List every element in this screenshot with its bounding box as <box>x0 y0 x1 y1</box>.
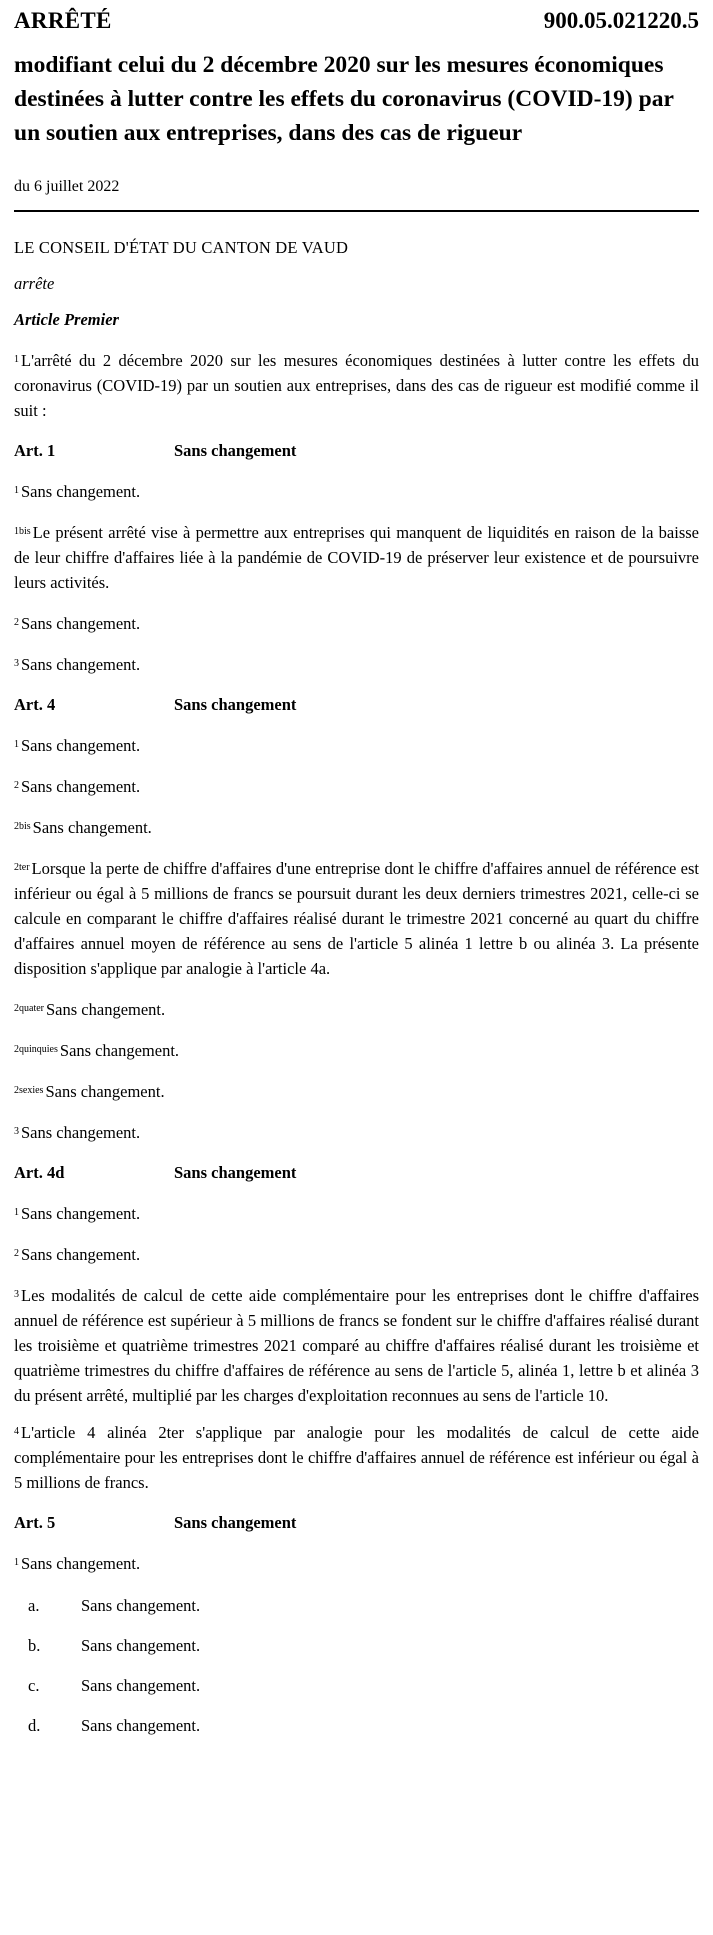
paragraph-text: Sans changement. <box>45 1082 165 1101</box>
decrees-word: arrête <box>14 274 55 293</box>
article-heading: Sans changement <box>174 1163 297 1182</box>
paragraph-number: 2sexies <box>14 1085 44 1096</box>
paragraph-text: Sans changement. <box>21 482 141 501</box>
paragraph-number: 3 <box>14 1126 19 1137</box>
list-letter: b. <box>28 1636 41 1655</box>
paragraph-text: Sans changement. <box>21 1204 141 1223</box>
paragraph-number: 3 <box>14 1289 19 1300</box>
header-row <box>14 0 699 34</box>
article-paragraph <box>14 1420 699 1495</box>
article-paragraph <box>14 856 699 981</box>
paragraph-number: 3 <box>14 658 19 669</box>
letter-list <box>14 1596 699 1736</box>
list-item <box>14 1676 699 1696</box>
paragraph-text: Sans changement. <box>21 655 141 674</box>
article-paragraph <box>14 774 699 799</box>
article-label: Art. 5 <box>14 1513 56 1532</box>
article-paragraph <box>14 1551 699 1576</box>
paragraph-text: Sans changement. <box>21 614 141 633</box>
paragraph-text: Sans changement. <box>21 1554 141 1573</box>
paragraph-number: 2 <box>14 780 19 791</box>
paragraph-number: 2 <box>14 617 19 628</box>
article-heading: Sans changement <box>174 441 297 460</box>
list-text: Sans changement. <box>81 1676 201 1695</box>
paragraph-text: Sans changement. <box>21 1245 141 1264</box>
article-heading-row <box>14 441 699 461</box>
article-paragraph <box>14 1120 699 1145</box>
article-label: Art. 4 <box>14 695 56 714</box>
article-paragraph <box>14 1201 699 1226</box>
article-heading: Sans changement <box>174 1513 297 1532</box>
article-label: Art. 4d <box>14 1163 65 1182</box>
article-paragraph <box>14 1038 699 1063</box>
list-item <box>14 1596 699 1616</box>
article-heading-row <box>14 695 699 715</box>
paragraph-text: Sans changement. <box>21 1123 141 1142</box>
list-text: Sans changement. <box>81 1596 201 1615</box>
list-letter: c. <box>28 1676 40 1695</box>
list-item <box>14 1636 699 1656</box>
article-paragraph <box>14 815 699 840</box>
paragraph-number: 4 <box>14 1426 19 1437</box>
article-premier-heading: Article Premier <box>14 310 119 329</box>
article-heading-row <box>14 1513 699 1533</box>
document-reference: 900.05.021220.5 <box>543 8 699 33</box>
document-kind: ARRÊTÉ <box>14 8 112 33</box>
paragraph-number: 2quinquies <box>14 1044 58 1055</box>
paragraph-number: 2bis <box>14 821 31 832</box>
paragraph-text: Les modalités de calcul de cette aide complémentaire pour les entreprises dont le chiffre d'affaires annuel de référence est supérieur à 5 millions de francs se fondent sur le chiffre d'affaires réalisé durant les troisième et quatrième trimestres 2021 comparé au chiffre d'affaires réalisé durant les troisième et quatrième trimestres du chiffre d'affaires de référence au sens de l'article 5, alinéa 1, lettre b et alinéa 3 du présent arrêté, multiplié par les charges d'exploitation reconnues au sens de l'article 10. <box>14 1286 699 1405</box>
paragraph-number: 1bis <box>14 526 31 537</box>
paragraph-text: L'article 4 alinéa 2ter s'applique par analogie pour les modalités de calcul de cette aide complémentaire pour les entreprises dont le chiffre d'affaires annuel de référence est inférieur ou égal à 5 millions de francs. <box>14 1423 699 1492</box>
article-paragraph <box>14 1283 699 1408</box>
article-paragraph <box>14 1242 699 1267</box>
article-heading-row <box>14 1163 699 1183</box>
paragraph-number: 1 <box>14 354 19 365</box>
paragraph-text: Sans changement. <box>21 736 141 755</box>
paragraph-number: 2quater <box>14 1003 44 1014</box>
article-paragraph <box>14 611 699 636</box>
list-text: Sans changement. <box>81 1636 201 1655</box>
paragraph-text: Lorsque la perte de chiffre d'affaires d'une entreprise dont le chiffre d'affaires annuel de référence est inférieur ou égal à 5 millions de francs se poursuit durant les deux derniers trimestres 2021, celle-ci se calcule en comparant le chiffre d'affaires réalisé durant le trimestre 2021 concerné au quart du chiffre d'affaires annuel moyen de référence au sens de l'article 5 alinéa 1 lettre b ou alinéa 3. La présente disposition s'applique par analogie à l'article 4a. <box>14 859 699 978</box>
article-paragraph <box>14 652 699 677</box>
list-text: Sans changement. <box>81 1716 201 1735</box>
paragraph-text: Sans changement. <box>21 777 141 796</box>
list-item <box>14 1716 699 1736</box>
article-paragraph <box>14 1079 699 1104</box>
paragraph-text: Sans changement. <box>59 1041 180 1060</box>
paragraph-number: 2ter <box>14 862 30 873</box>
article-paragraph <box>14 520 699 595</box>
paragraph-text: Sans changement. <box>46 1000 166 1019</box>
paragraph-text: L'arrêté du 2 décembre 2020 sur les mesures économiques destinées à lutter contre les effets du coronavirus (COVID-19) par un soutien aux entreprises, dans des cas de rigueur est modifié comme il suit : <box>14 351 699 420</box>
article-paragraph <box>14 997 699 1022</box>
article-heading: Sans changement <box>174 695 297 714</box>
article-label: Art. 1 <box>14 441 56 460</box>
paragraph-number: 2 <box>14 1248 19 1259</box>
paragraph-number: 1 <box>14 1557 19 1568</box>
document-title: modifiant celui du 2 décembre 2020 sur les mesures économiques destinées à lutter contre les effets du coronavirus (COVID-19) par un soutien aux entreprises, dans des cas de rigueur <box>14 52 674 146</box>
article-premier-paragraph <box>14 348 699 423</box>
list-letter: d. <box>28 1716 41 1735</box>
paragraph-text: Sans changement. <box>32 818 152 837</box>
article-paragraph <box>14 479 699 504</box>
paragraph-number: 1 <box>14 739 19 750</box>
document-date: du 6 juillet 2022 <box>14 178 120 195</box>
paragraph-text: Le présent arrêté vise à permettre aux entreprises qui manquent de liquidités en raison de la baisse de leur chiffre d'affaires liée à la pandémie de COVID-19 de préserver leur existence et de poursuivre leurs activités. <box>14 523 699 592</box>
list-letter: a. <box>28 1596 40 1615</box>
article-paragraph <box>14 733 699 758</box>
council-name: LE CONSEIL D'ÉTAT DU CANTON DE VAUD <box>14 238 349 257</box>
paragraph-number: 1 <box>14 485 19 496</box>
paragraph-number: 1 <box>14 1207 19 1218</box>
header-divider <box>14 210 699 212</box>
